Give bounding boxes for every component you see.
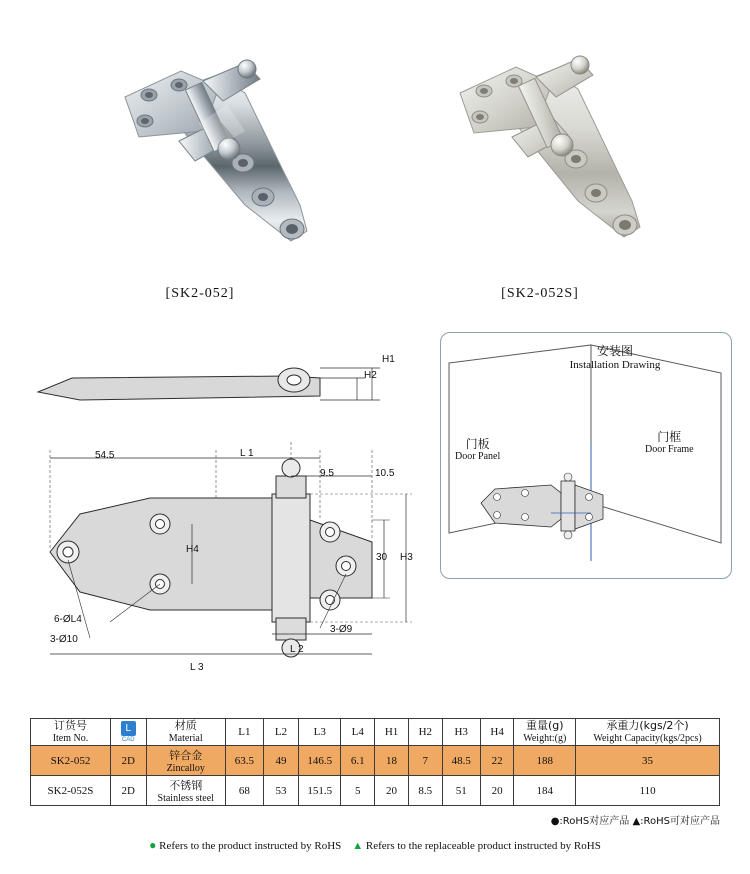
th-cad bbox=[110, 719, 146, 746]
door-panel-label-cn: 门板 bbox=[465, 437, 490, 451]
rohs-dot-icon: ● bbox=[149, 838, 157, 852]
caption-product-2: [SK2-052S] bbox=[501, 286, 579, 301]
cell-capacity: 110 bbox=[576, 776, 720, 806]
th-item-no: 订货号 Item No. bbox=[31, 719, 111, 746]
specification-table bbox=[30, 718, 720, 806]
cell-l3: 146.5 bbox=[299, 746, 341, 776]
dim-10-5: 10.5 bbox=[375, 468, 395, 479]
cell-h4: 22 bbox=[480, 746, 514, 776]
cell-h3: 48.5 bbox=[442, 746, 480, 776]
th-material: 材质 Material bbox=[146, 719, 225, 746]
cell-h1: 18 bbox=[375, 746, 409, 776]
th-h2: H2 bbox=[408, 719, 442, 746]
cell-h1: 20 bbox=[375, 776, 409, 806]
callout-3-d10: 3-Ø10 bbox=[50, 634, 78, 645]
dim-h1: H1 bbox=[382, 354, 395, 365]
dim-h2: H2 bbox=[364, 370, 377, 381]
cell-h2: 8.5 bbox=[408, 776, 442, 806]
cell-h4: 20 bbox=[480, 776, 514, 806]
dim-l2: L 2 bbox=[290, 644, 304, 655]
cell-cad: 2D bbox=[110, 776, 146, 806]
cell-weight: 188 bbox=[514, 746, 576, 776]
th-h1: H1 bbox=[375, 719, 409, 746]
cell-material: 不锈钢 Stainless steel bbox=[146, 776, 225, 806]
table-header-row bbox=[31, 719, 720, 746]
dim-54-5: 54.5 bbox=[95, 450, 115, 461]
cell-h3: 51 bbox=[442, 776, 480, 806]
cell-h2: 7 bbox=[408, 746, 442, 776]
rohs-legend: ●:RoHS对应产品 ▲:RoHS可对应产品 bbox=[550, 816, 720, 827]
cell-capacity: 35 bbox=[576, 746, 720, 776]
rohs-dot-text: Refers to the product instructed by RoHS bbox=[159, 840, 342, 852]
cell-l3: 151.5 bbox=[299, 776, 341, 806]
door-panel-label-en: Door Panel bbox=[455, 451, 501, 463]
dim-h4: H4 bbox=[186, 544, 199, 555]
door-frame-label-cn: 门框 bbox=[657, 430, 682, 444]
th-weight: 重量(g) Weight:(g) bbox=[514, 719, 576, 746]
product-image-chrome bbox=[95, 45, 355, 275]
cell-item-no: SK2-052S bbox=[31, 776, 111, 806]
th-h3: H3 bbox=[442, 719, 480, 746]
table-row[interactable] bbox=[31, 776, 720, 806]
dim-h3: H3 bbox=[400, 552, 413, 563]
th-capacity: 承重力(kgs/2个) Weight Capacity(kgs/2pcs) bbox=[576, 719, 720, 746]
technical-drawings bbox=[0, 322, 750, 682]
th-l2: L2 bbox=[263, 719, 298, 746]
rohs-triangle-icon: ▲ bbox=[352, 840, 364, 852]
product-image-stainless bbox=[432, 45, 682, 275]
door-panel-label bbox=[455, 437, 500, 463]
door-frame-label bbox=[645, 430, 694, 456]
cell-item-no: SK2-052 bbox=[31, 746, 111, 776]
cell-l1: 63.5 bbox=[225, 746, 263, 776]
cell-l4: 5 bbox=[341, 776, 375, 806]
cell-l2: 53 bbox=[263, 776, 298, 806]
cell-cad: 2D bbox=[110, 746, 146, 776]
cell-l1: 68 bbox=[225, 776, 263, 806]
installation-title-cn: 安装图 bbox=[596, 344, 633, 358]
cad-badge-icon: L CAD bbox=[121, 723, 135, 744]
product-photos bbox=[0, 0, 750, 320]
cell-weight: 184 bbox=[514, 776, 576, 806]
dim-9-5: 9.5 bbox=[320, 468, 334, 479]
dim-l3: L 3 bbox=[190, 662, 204, 673]
dim-l1: L 1 bbox=[240, 448, 254, 459]
cell-l2: 49 bbox=[263, 746, 298, 776]
side-view-drawing bbox=[20, 342, 440, 422]
cell-l4: 6.1 bbox=[341, 746, 375, 776]
door-frame-label-en: Door Frame bbox=[645, 444, 694, 456]
th-l4: L4 bbox=[341, 719, 375, 746]
dim-30: 30 bbox=[376, 552, 388, 563]
installation-title-en: Installation Drawing bbox=[569, 359, 661, 371]
rohs-triangle-text: Refers to the replaceable product instructed by RoHS bbox=[365, 840, 601, 852]
th-h4: H4 bbox=[480, 719, 514, 746]
caption-product-1: [SK2-052] bbox=[165, 286, 235, 301]
installation-title bbox=[555, 344, 675, 373]
table-row[interactable] bbox=[31, 746, 720, 776]
th-l1: L1 bbox=[225, 719, 263, 746]
th-l3: L3 bbox=[299, 719, 341, 746]
cell-material: 锌合金 Zincalloy bbox=[146, 746, 225, 776]
callout-3-d9: 3-Ø9 bbox=[330, 624, 353, 635]
rohs-footnotes bbox=[0, 838, 750, 853]
callout-6-holes: 6-ØL4 bbox=[54, 614, 82, 625]
